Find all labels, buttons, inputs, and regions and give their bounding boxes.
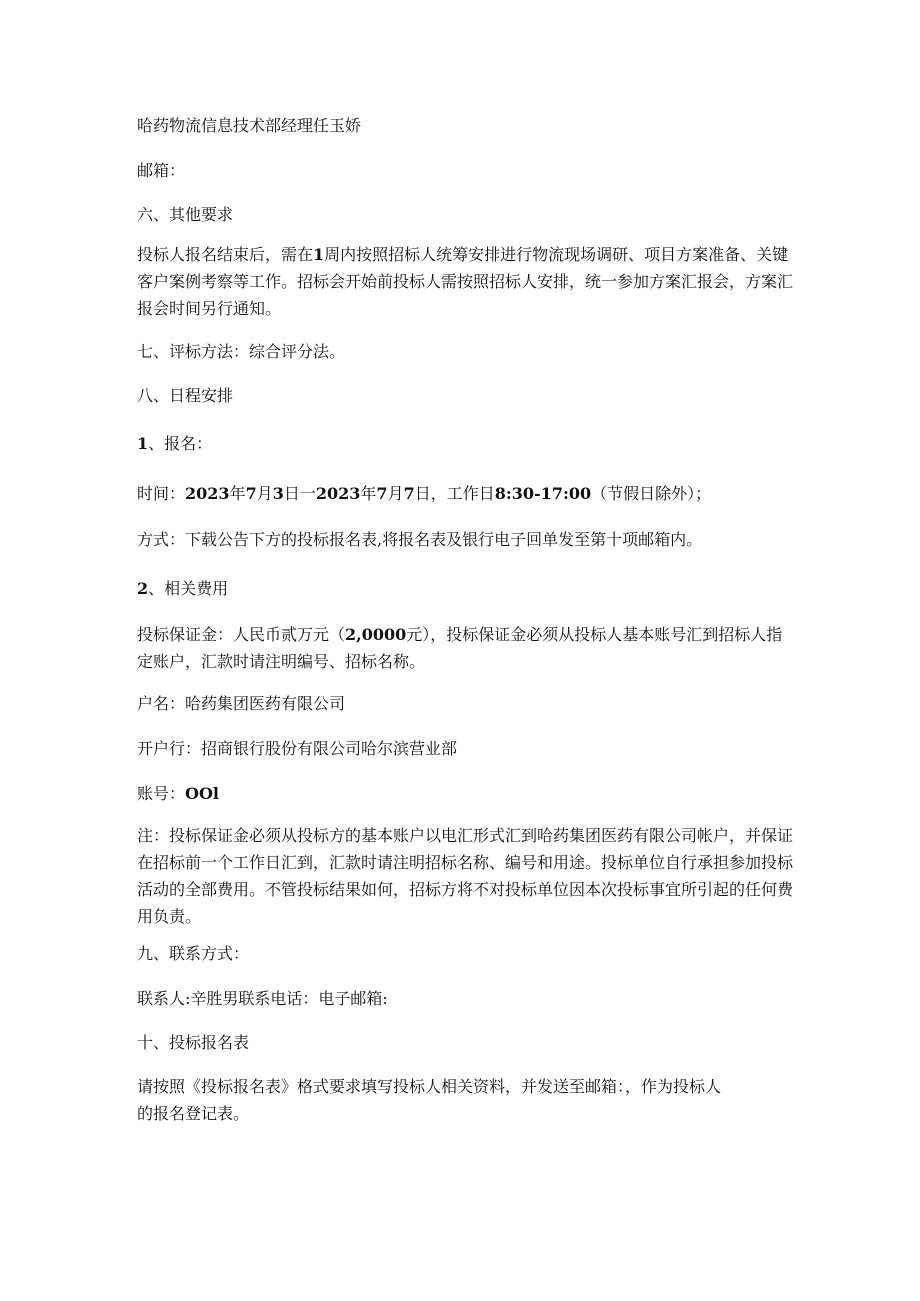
section-6-paragraph: 投标人报名结束后，需在1周内按照招标人统筹安排进行物流现场调研、项目方案准备、关键客户案例考察等工作。招标会开始前投标人需按照招标人安排，统一参加方案汇报会，方案汇报会时间另行通知。 [137, 245, 794, 318]
section-8-heading: 八、日程安排 [137, 386, 234, 405]
section-10-heading: 十、投标报名表 [137, 1033, 250, 1052]
contact-manager-line: 哈药物流信息技术部经理任玉娇 [137, 116, 362, 135]
email-line: 邮箱： [137, 161, 186, 180]
note-paragraph: 注：投标保证金必须从投标方的基本账户以电汇形式汇到哈药集团医药有限公司帐户，并保证在招标前一个工作日汇到，汇款时请注明招标名称、编号和用途。投标单位自行承担参加投标活动的全部费用。不管投标结果如何，招标方将不对投标单位因本次投标事宜所引起的任何费用负责。 [137, 826, 794, 926]
registration-method-line: 方式：下载公告下方的投标报名表,将报名表及银行电子回单发至第十项邮箱内。 [137, 530, 703, 549]
section-7-heading: 七、评标方法：综合评分法。 [137, 342, 346, 361]
section-6-heading: 六、其他要求 [137, 205, 234, 224]
account-number-line: 账号：OOl [137, 784, 219, 803]
form-instruction-paragraph [137, 1073, 797, 1127]
form-instruction-line-1: 请按照《投标报名表》格式要求填写投标人相关资料，并发送至邮箱：，作为投标人 [137, 1077, 722, 1096]
section-9-heading: 九、联系方式： [137, 944, 250, 963]
form-instruction-line-2: 的报名登记表。 [137, 1104, 250, 1123]
registration-time-line: 时间：2023年7月3日一2023年7月7日，工作日8:30-17:00（节假日除外）； [137, 484, 712, 503]
deposit-paragraph: 投标保证金：人民币贰万元（2,0000元），投标保证金必须从投标人基本账号汇到招标人指定账户，汇款时请注明编号、招标名称。 [137, 625, 783, 671]
account-name-line: 户名：哈药集团医药有限公司 [137, 694, 346, 713]
bank-line: 开户行：招商银行股份有限公司哈尔滨营业部 [137, 739, 458, 758]
item-1-heading: 1、报名： [137, 434, 213, 453]
item-2-heading: 2、相关费用 [137, 579, 229, 598]
contact-line: 联系人:辛胜男联系电话：电子邮箱: [137, 989, 388, 1008]
